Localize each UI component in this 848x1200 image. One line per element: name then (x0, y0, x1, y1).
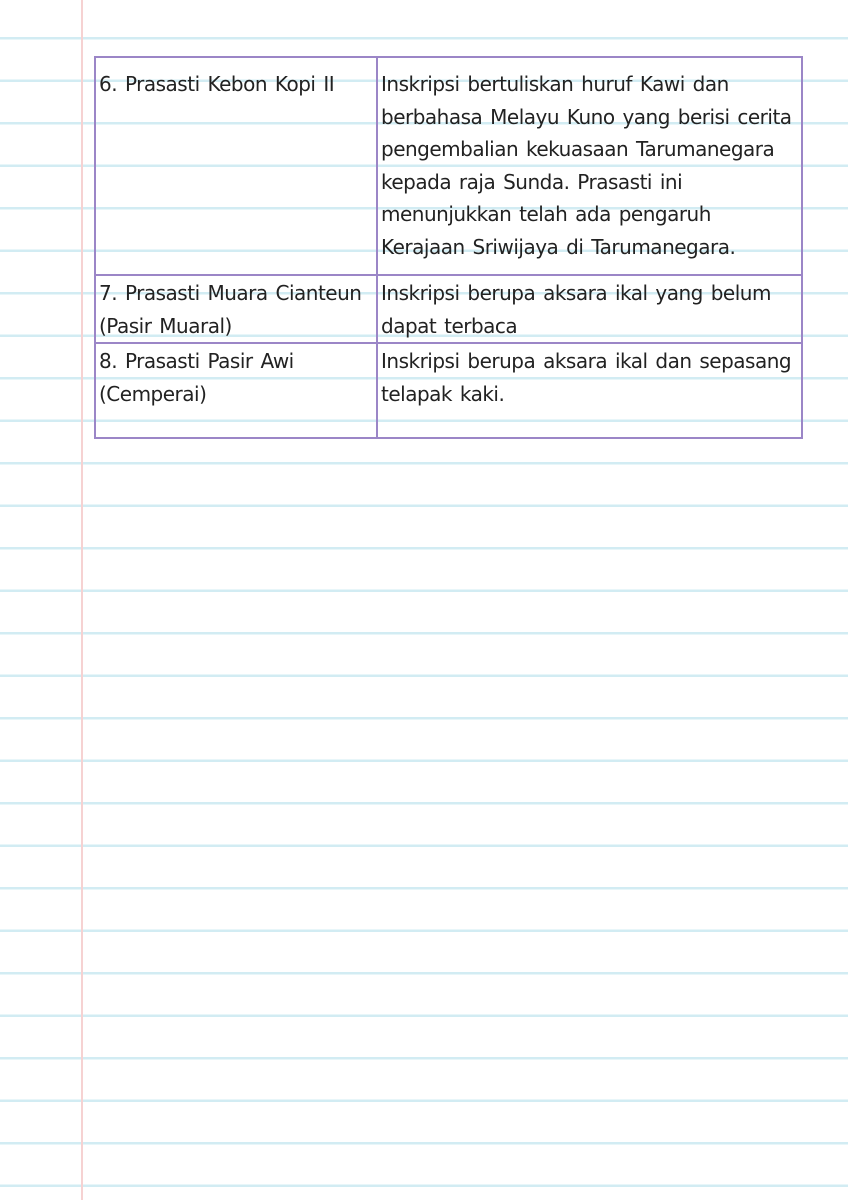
inscription-description: Inskripsi berupa aksara ikal yang belum dapat terbaca (381, 281, 771, 338)
inscription-description-cell (377, 343, 802, 438)
table-row (95, 57, 802, 275)
inscription-name-cell (95, 57, 377, 275)
table-row (95, 275, 802, 343)
notebook-margin-line (81, 0, 83, 1200)
inscription-description: Inskripsi bertuliskan huruf Kawi dan berbahasa Melayu Kuno yang berisi cerita pengembalian kekuasaan Tarumanegara kepada raja Sunda. Prasasti ini menunjukkan telah ada pengaruh Kerajaan Sriwijaya di Tarumanegara. (381, 72, 792, 259)
inscription-name-cell (95, 275, 377, 343)
inscription-name: 7. Prasasti Muara Cianteun (Pasir Muaral) (99, 281, 362, 338)
inscription-name-cell (95, 343, 377, 438)
inscription-name: 8. Prasasti Pasir Awi (Cemperai) (99, 349, 294, 406)
inscription-name: 6. Prasasti Kebon Kopi II (99, 72, 335, 96)
inscription-description-cell (377, 57, 802, 275)
table-row (95, 343, 802, 438)
inscription-description-cell (377, 275, 802, 343)
inscriptions-table (94, 56, 803, 439)
inscription-description: Inskripsi berupa aksara ikal dan sepasang telapak kaki. (381, 349, 792, 406)
